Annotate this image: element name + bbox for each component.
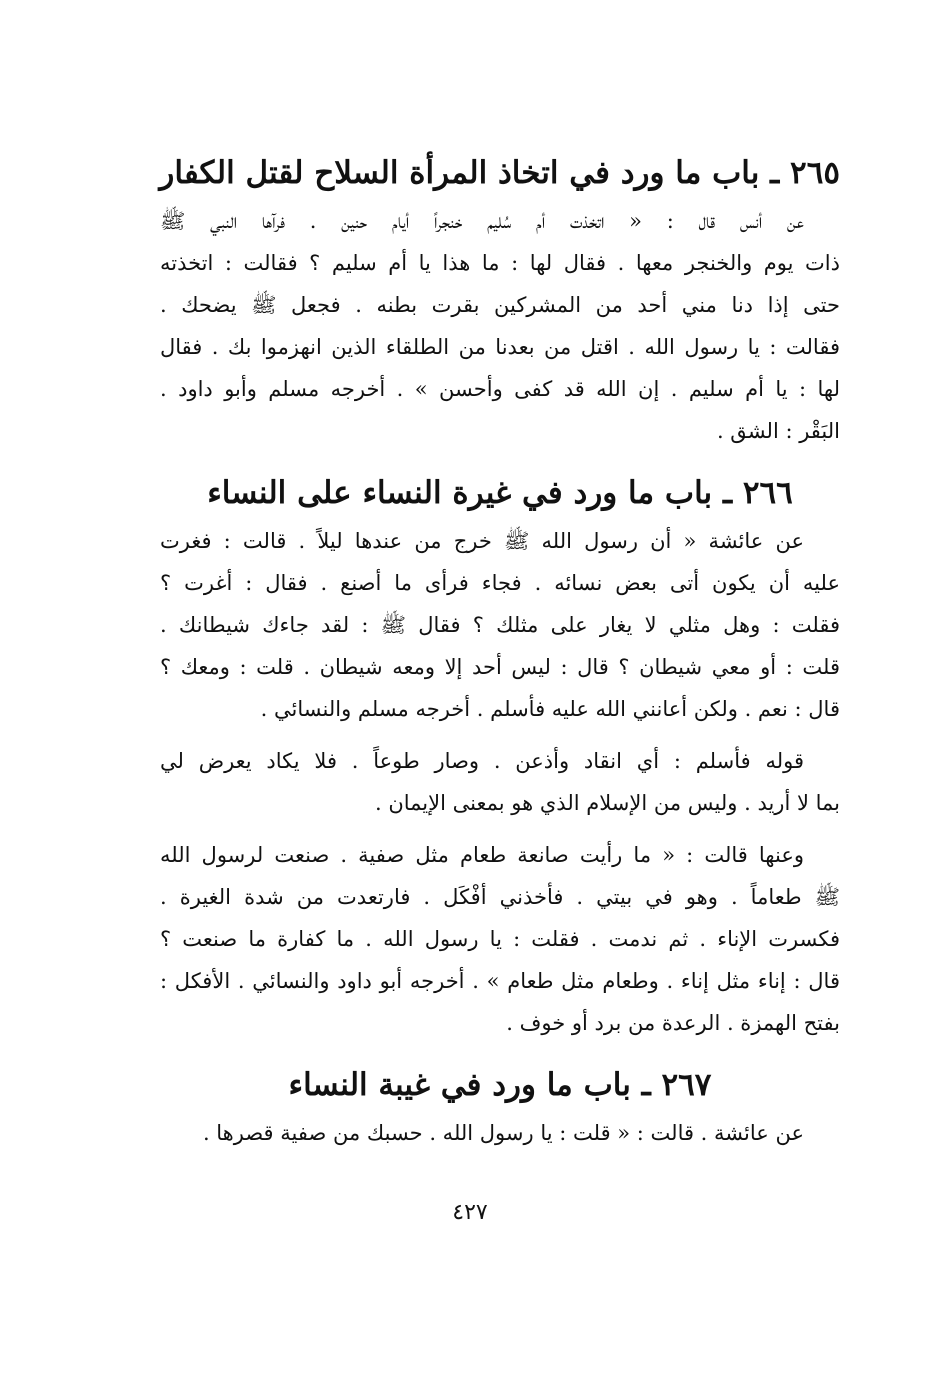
text-line: قال : نعم . ولكن أعانني الله عليه فأسلم . أخرجه مسلم والنسائي . <box>260 697 840 721</box>
section-267 <box>160 1062 840 1154</box>
paragraph <box>160 740 840 824</box>
text-line: عليه أن يكون أتى بعض نسائه . فجاء فرأى ما أصنع . فقال : أغرت ؟ <box>160 571 840 595</box>
text-line: قوله فأسلم : أي انقاد وأذعن . وصار طوعاً . فلا يكاد يعرض لي <box>160 749 804 773</box>
text-line: عن عائشة . قالت : « قلت : يا رسول الله . حسبك من صفية قصرها . <box>202 1121 804 1145</box>
text-line: وعنها قالت : « ما رأيت صانعة طعام مثل صفية . صنعت لرسول الله <box>160 843 804 867</box>
text-line: فكسرت الإناء . ثم ندمت . فقلت : يا رسول الله . ما كفارة ما صنعت ؟ <box>160 927 840 951</box>
text-line: فقالت : يا رسول الله . اقتل من بعدنا من الطلقاء الذين انهزموا بك . فقال <box>160 335 840 359</box>
page-body <box>160 150 840 1172</box>
section-heading: ٢٦٥ ـ باب ما ورد في اتخاذ المرأة السلاح لقتل الكفار <box>159 155 840 191</box>
section-265 <box>160 150 840 452</box>
text-line: قلت : أو معي شيطان ؟ قال : ليس أحد إلا ومعه شيطان . قلت : ومعك ؟ <box>160 655 840 679</box>
paragraph <box>160 1112 840 1154</box>
text-line: البَقْر : الشق . <box>716 419 840 443</box>
section-heading: ٢٦٦ ـ باب ما ورد في غيرة النساء على النساء <box>207 475 793 511</box>
paragraph <box>160 834 840 1044</box>
text-line: حتى إذا دنا مني أحد من المشركين بقرت بطنه . فجعل ﷺ يضحك . <box>160 293 840 317</box>
text-line: بفتح الهمزة . الرعدة من برد أو خوف . <box>506 1011 840 1035</box>
text-line: عن أنس قال : « اتخذت أم سُليم خنجراً أيام حنين . فرآها النبي ﷺ <box>160 209 804 233</box>
section-heading: ٢٦٧ ـ باب ما ورد في غيبة النساء <box>288 1067 712 1103</box>
text-line: بما لا أريد . وليس من الإسلام الذي هو بمعنى الإيمان . <box>375 791 840 815</box>
page-number: ٤٢٧ <box>452 1200 488 1225</box>
paragraph <box>160 200 840 452</box>
text-line: قال : إناء مثل إناء . وطعام مثل طعام » . أخرجه أبو داود والنسائي . الأفكل : <box>160 969 840 993</box>
text-line: فقلت : وهل مثلي لا يغار على مثلك ؟ فقال ﷺ : لقد جاءك شيطانك . <box>160 613 840 637</box>
text-line: ﷺ طعاماً . وهو في بيتي . فأخذني أفْكَل . فارتعدت من شدة الغيرة . <box>160 885 840 909</box>
text-line: عن عائشة « أن رسول الله ﷺ خرج من عندها ليلاً . قالت : فغرت <box>160 529 804 553</box>
paragraph <box>160 520 840 730</box>
text-line: لها : يا أم سليم . إن الله قد كفى وأحسن » . أخرجه مسلم وأبو داود . <box>160 377 840 401</box>
text-line: ذات يوم والخنجر معها . فقال لها : ما هذا يا أم سليم ؟ فقالت : اتخذته <box>160 251 840 275</box>
section-266 <box>160 470 840 1044</box>
